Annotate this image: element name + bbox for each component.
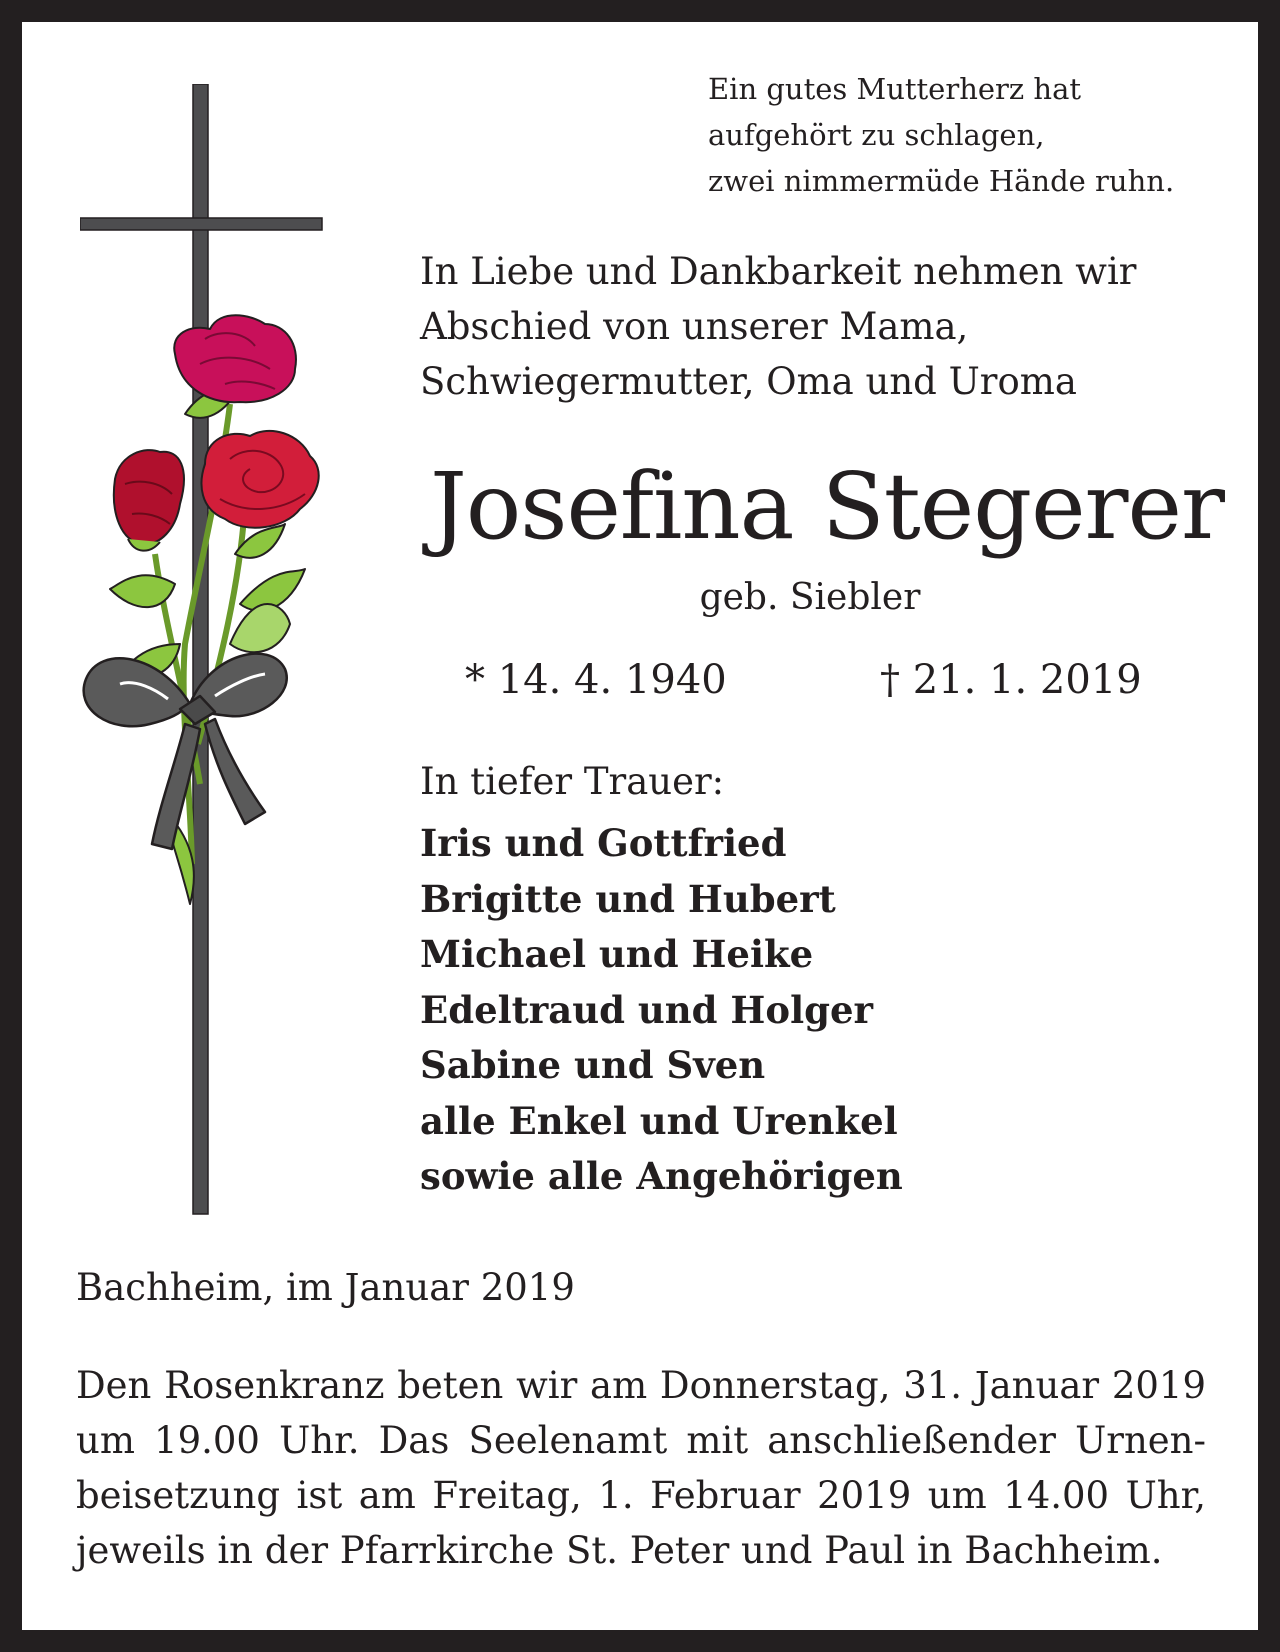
- quote-line: Ein gutes Mutterherz hat: [708, 72, 1082, 106]
- mourner-item: Michael und Heike: [420, 932, 814, 976]
- quote-line: aufgehört zu schlagen,: [708, 118, 1045, 152]
- intro-line: In Liebe und Dankbarkeit nehmen wir: [420, 250, 1137, 293]
- mourner-item: Sabine und Sven: [420, 1043, 766, 1087]
- cross-with-roses-emblem: [80, 84, 340, 1224]
- service-line: um 19.00 Uhr. Das Seelenamt mit anschließender Urnen-: [76, 1419, 1206, 1462]
- quote-verse: [708, 66, 1228, 204]
- deceased-name: Josefina Stegerer: [430, 453, 1224, 560]
- mourner-item: Brigitte und Hubert: [420, 876, 836, 921]
- death-date: † 21. 1. 2019: [880, 657, 1142, 703]
- service-info: [76, 1358, 1206, 1578]
- cross-icon: [80, 84, 322, 1214]
- mourner-item: Edeltraud und Holger: [420, 987, 874, 1032]
- place-date: Bachheim, im Januar 2019: [76, 1266, 575, 1309]
- mourning-heading: In tiefer Trauer:: [420, 760, 725, 803]
- intro-line: Schwiegermutter, Oma und Uroma: [420, 360, 1077, 403]
- mourners-list: [420, 816, 903, 1205]
- mourner-item: sowie alle Angehörigen: [420, 1154, 903, 1198]
- quote-line: zwei nimmermüde Hände ruhn.: [708, 164, 1175, 198]
- mourner-item: alle Enkel und Urenkel: [420, 1098, 898, 1143]
- mourner-item: Iris und Gottfried: [420, 821, 787, 865]
- service-line: jeweils in der Pfarrkirche St. Peter und Paul in Bachheim.: [76, 1529, 1163, 1572]
- service-line: beisetzung ist am Freitag, 1. Februar 2019 um 14.00 Uhr,: [76, 1474, 1206, 1517]
- intro-text: [420, 244, 1180, 409]
- birth-date: * 14. 4. 1940: [465, 657, 727, 703]
- service-line: Den Rosenkranz beten wir am Donnerstag, 31. Januar 2019: [76, 1364, 1206, 1407]
- roses-icon: [110, 315, 319, 904]
- maiden-name: geb. Siebler: [699, 577, 921, 618]
- intro-line: Abschied von unserer Mama,: [420, 305, 969, 348]
